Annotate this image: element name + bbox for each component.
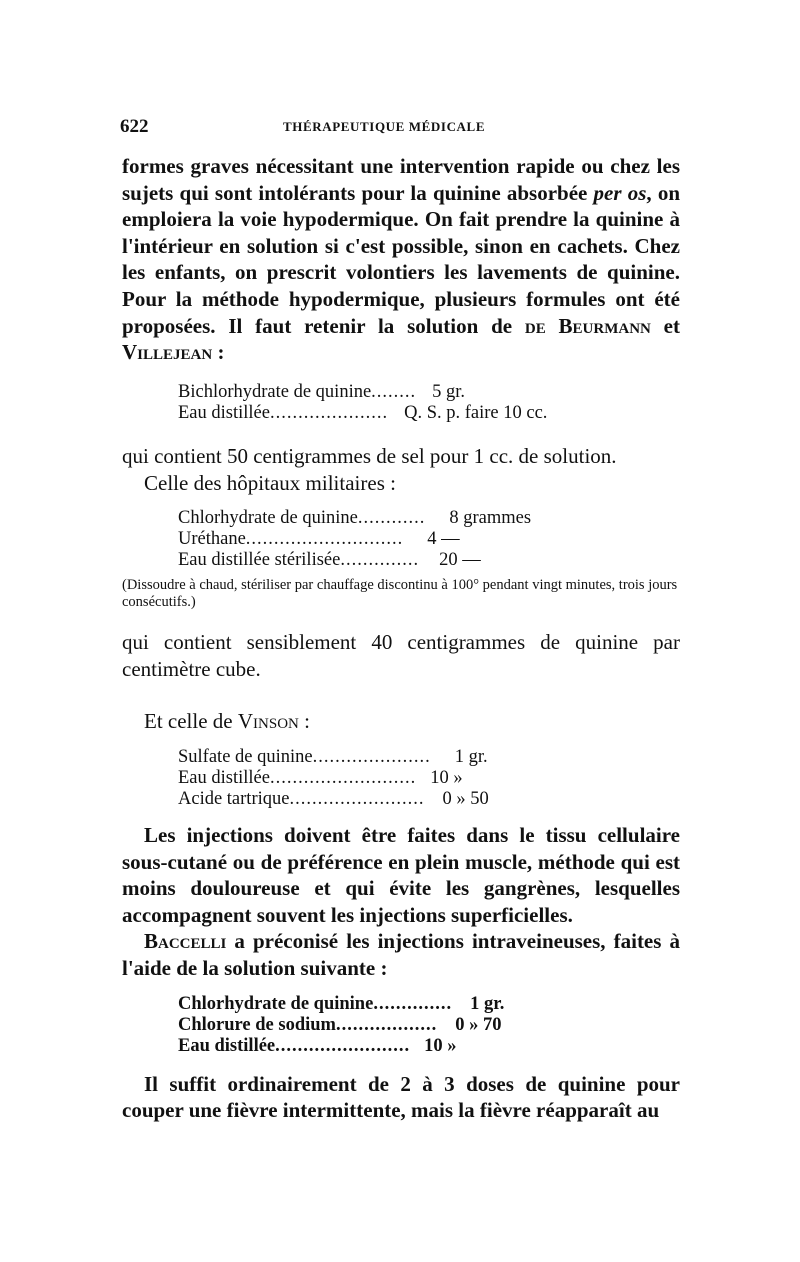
author-name: Villejean — [122, 340, 213, 365]
leader-dots: .............. — [373, 993, 453, 1014]
recipe-line — [178, 403, 664, 424]
paragraph-injections: Les injections doivent être faites dans le tissu cellulaire sous-cutané ou de préférence en plein muscle, méthode qui est moins douloureuse et qui évite les gangrènes, lesquelles accompagnent souvent les injections superficielles. — [122, 822, 680, 927]
leader-dots: ..................... — [312, 746, 431, 767]
leader-dots: ............................ — [245, 529, 404, 550]
recipe-line — [178, 1015, 628, 1036]
author-name: de Beurmann — [524, 313, 651, 338]
leader-dots: ........................ — [289, 788, 425, 809]
text-run: : — [298, 709, 310, 734]
ingredient-name: Sulfate de quinine — [178, 746, 313, 767]
ingredient-name: Bichlorhydrate de quinine — [178, 382, 372, 402]
text-run: formes graves nécessitant une intervention rapide ou chez les sujets qui sont intolérants pour la quinine absorbée — [122, 154, 680, 205]
paragraph-concentration: qui contient 50 centigrammes de sel pour 1 cc. de solution. — [122, 444, 617, 468]
paragraph-hypodermic-intro — [122, 153, 680, 366]
ingredient-name: Eau distillée stérilisée — [178, 550, 341, 571]
recipe-line — [178, 747, 628, 768]
recipe-line — [178, 789, 628, 810]
page-body — [122, 153, 680, 1124]
leader-dots: .............. — [340, 550, 420, 571]
recipe-line — [178, 994, 628, 1015]
ingredient-name: Uréthane — [178, 529, 246, 550]
ingredient-quantity: 5 gr. — [432, 382, 466, 402]
recipe-baccelli — [178, 994, 628, 1057]
paragraph-dosage: Il suffit ordinairement de 2 à 3 doses de quinine pour couper une fièvre intermittente, mais la fièvre réapparaît au — [122, 1071, 680, 1123]
preparation-note: (Dissoudre à chaud, stériliser par chauffage discontinu à 100° pendant vingt minutes, trois jours consécutifs.) — [122, 577, 678, 611]
running-title: THÉRAPEUTIQUE MÉDICALE — [283, 119, 486, 134]
ingredient-quantity: 0 » 50 — [442, 788, 489, 809]
leader-dots: ........................ — [275, 1035, 411, 1056]
ingredient-name: Chlorhydrate de quinine — [178, 508, 358, 529]
recipe-military-hospitals — [178, 508, 638, 571]
recipe-line — [178, 768, 628, 789]
leader-dots: ............ — [357, 508, 426, 529]
ingredient-quantity: 1 gr. — [454, 746, 488, 767]
page-number: 622 — [120, 116, 149, 137]
ingredient-quantity: 8 grammes — [449, 508, 532, 529]
leader-dots: .................. — [335, 1014, 438, 1035]
paragraph-military-hospitals: Celle des hôpitaux militaires : — [144, 470, 396, 495]
leader-dots: .......................... — [269, 767, 417, 788]
author-name: Baccelli — [144, 929, 227, 954]
text-run: , on emploiera la voie hypodermique. On fait prendre la quinine à l'intérieur en solution si c'est possible, sinon en cachets. Chez les enfants, on prescrit volontiers les lavements de quinine. Pour la méthode hypodermique, plusieurs formules ont été proposées. Il faut retenir la solution de — [122, 180, 681, 338]
recipe-line — [178, 1036, 628, 1057]
leader-dots: ..................... — [269, 403, 389, 423]
italic-text: per os — [593, 180, 647, 205]
ingredient-quantity: 10 » — [430, 767, 463, 788]
recipe-beurmann-villejean — [178, 382, 664, 424]
ingredient-quantity: 10 » — [424, 1035, 457, 1056]
recipe-line — [178, 529, 638, 550]
leader-dots: ........ — [371, 382, 417, 402]
text-run: a préconisé les injections intraveineuses, faites à l'aide de la solution suivante : — [122, 929, 680, 980]
ingredient-quantity: 0 » 70 — [455, 1014, 502, 1035]
ingredient-quantity: 4 — — [427, 529, 460, 550]
recipe-line — [178, 550, 638, 571]
ingredient-name: Chlorure de sodium — [178, 1014, 336, 1035]
recipe-line — [178, 382, 664, 403]
ingredient-quantity: 20 — — [439, 550, 481, 571]
paragraph-concentration-2: qui contient sensiblement 40 centigrammes de quinine par centimètre cube. — [122, 630, 680, 681]
ingredient-name: Chlorhydrate de quinine — [178, 993, 374, 1014]
page-header — [120, 116, 680, 140]
recipe-line — [178, 508, 638, 529]
ingredient-name: Eau distillée — [178, 1035, 276, 1056]
text-run: et — [650, 313, 680, 338]
recipe-vinson — [178, 747, 628, 810]
text-run: Et celle de — [144, 709, 238, 734]
ingredient-quantity: 1 gr. — [470, 993, 505, 1014]
ingredient-name: Eau distillée — [178, 767, 270, 788]
ingredient-quantity: Q. S. p. faire 10 cc. — [404, 403, 548, 423]
paragraph-vinson — [122, 708, 680, 735]
text-run: : — [212, 340, 225, 365]
ingredient-name: Acide tartrique — [178, 788, 290, 809]
ingredient-name: Eau distillée — [178, 403, 270, 423]
author-name: Vinson — [237, 709, 299, 734]
paragraph-baccelli — [122, 928, 680, 981]
